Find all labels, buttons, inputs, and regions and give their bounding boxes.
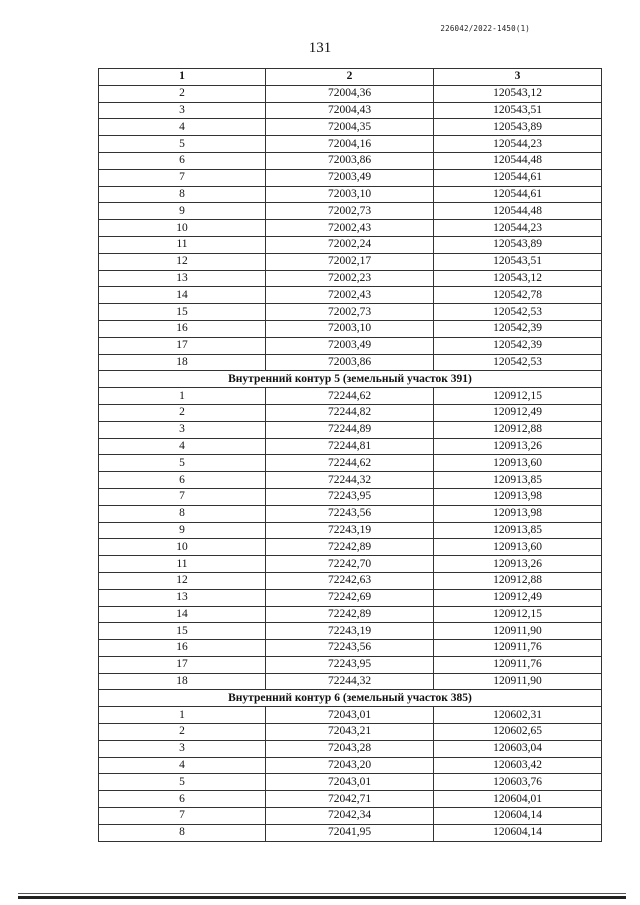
- x-coordinate-cell: 72244,82: [266, 404, 434, 421]
- y-coordinate-cell: 120911,76: [434, 640, 602, 657]
- table-row: [99, 740, 602, 757]
- point-number-cell: 5: [99, 774, 266, 791]
- table-row: [99, 270, 602, 287]
- point-number-cell: 11: [99, 556, 266, 573]
- point-number-cell: 12: [99, 572, 266, 589]
- point-number-cell: 8: [99, 824, 266, 841]
- table-row: [99, 354, 602, 371]
- point-number-cell: 3: [99, 740, 266, 757]
- x-coordinate-cell: 72041,95: [266, 824, 434, 841]
- section-header-row: [99, 371, 602, 388]
- point-number-cell: 7: [99, 808, 266, 825]
- y-coordinate-cell: 120603,04: [434, 740, 602, 757]
- y-coordinate-cell: 120913,85: [434, 522, 602, 539]
- x-coordinate-cell: 72243,56: [266, 505, 434, 522]
- x-coordinate-cell: 72003,49: [266, 169, 434, 186]
- y-coordinate-cell: 120543,12: [434, 270, 602, 287]
- table-row: [99, 337, 602, 354]
- y-coordinate-cell: 120543,89: [434, 236, 602, 253]
- point-number-cell: 10: [99, 539, 266, 556]
- point-number-cell: 4: [99, 757, 266, 774]
- point-number-cell: 17: [99, 656, 266, 673]
- y-coordinate-cell: 120913,98: [434, 488, 602, 505]
- point-number-cell: 15: [99, 623, 266, 640]
- y-coordinate-cell: 120913,85: [434, 472, 602, 489]
- point-number-cell: 2: [99, 404, 266, 421]
- x-coordinate-cell: 72002,17: [266, 253, 434, 270]
- point-number-cell: 5: [99, 136, 266, 153]
- x-coordinate-cell: 72243,19: [266, 522, 434, 539]
- y-coordinate-cell: 120603,42: [434, 757, 602, 774]
- table-row: [99, 388, 602, 405]
- point-number-cell: 3: [99, 102, 266, 119]
- x-coordinate-cell: 72043,01: [266, 707, 434, 724]
- x-coordinate-cell: 72003,86: [266, 354, 434, 371]
- x-coordinate-cell: 72042,34: [266, 808, 434, 825]
- table-row: [99, 673, 602, 690]
- y-coordinate-cell: 120544,48: [434, 152, 602, 169]
- section-title: Внутренний контур 5 (земельный участок 391): [99, 371, 602, 388]
- table-row: [99, 85, 602, 102]
- table-row: [99, 186, 602, 203]
- point-number-cell: 3: [99, 421, 266, 438]
- y-coordinate-cell: 120543,51: [434, 253, 602, 270]
- x-coordinate-cell: 72244,32: [266, 472, 434, 489]
- x-coordinate-cell: 72002,23: [266, 270, 434, 287]
- point-number-cell: 1: [99, 707, 266, 724]
- y-coordinate-cell: 120912,88: [434, 572, 602, 589]
- table-row: [99, 203, 602, 220]
- point-number-cell: 13: [99, 270, 266, 287]
- y-coordinate-cell: 120542,53: [434, 354, 602, 371]
- table-row: [99, 102, 602, 119]
- table-row: [99, 136, 602, 153]
- table-row: [99, 556, 602, 573]
- point-number-cell: 8: [99, 505, 266, 522]
- x-coordinate-cell: 72003,10: [266, 320, 434, 337]
- table-row: [99, 438, 602, 455]
- y-coordinate-cell: 120912,15: [434, 388, 602, 405]
- point-number-cell: 16: [99, 640, 266, 657]
- page-number: 131: [308, 40, 332, 56]
- table-row: [99, 824, 602, 841]
- y-coordinate-cell: 120543,51: [434, 102, 602, 119]
- table-header-row: [99, 69, 602, 86]
- point-number-cell: 4: [99, 438, 266, 455]
- x-coordinate-cell: 72244,62: [266, 388, 434, 405]
- table-row: [99, 421, 602, 438]
- table-row: [99, 287, 602, 304]
- x-coordinate-cell: 72242,70: [266, 556, 434, 573]
- point-number-cell: 1: [99, 388, 266, 405]
- section-title: Внутренний контур 6 (земельный участок 385): [99, 690, 602, 707]
- x-coordinate-cell: 72002,73: [266, 304, 434, 321]
- point-number-cell: 6: [99, 472, 266, 489]
- x-coordinate-cell: 72043,20: [266, 757, 434, 774]
- x-coordinate-cell: 72244,62: [266, 455, 434, 472]
- table-row: [99, 623, 602, 640]
- x-coordinate-cell: 72002,43: [266, 220, 434, 237]
- point-number-cell: 17: [99, 337, 266, 354]
- y-coordinate-cell: 120542,39: [434, 320, 602, 337]
- point-number-cell: 2: [99, 724, 266, 741]
- point-number-cell: 2: [99, 85, 266, 102]
- footer-rule-thin: [18, 893, 626, 894]
- table-row: [99, 472, 602, 489]
- table-row: [99, 220, 602, 237]
- x-coordinate-cell: 72243,95: [266, 656, 434, 673]
- x-coordinate-cell: 72043,28: [266, 740, 434, 757]
- section-header-row: [99, 690, 602, 707]
- point-number-cell: 7: [99, 488, 266, 505]
- column-header: 1: [99, 69, 266, 86]
- y-coordinate-cell: 120912,49: [434, 404, 602, 421]
- x-coordinate-cell: 72002,43: [266, 287, 434, 304]
- x-coordinate-cell: 72243,56: [266, 640, 434, 657]
- x-coordinate-cell: 72003,86: [266, 152, 434, 169]
- table-row: [99, 488, 602, 505]
- footer-rule: [18, 896, 626, 899]
- y-coordinate-cell: 120913,60: [434, 455, 602, 472]
- x-coordinate-cell: 72004,16: [266, 136, 434, 153]
- y-coordinate-cell: 120602,65: [434, 724, 602, 741]
- table-row: [99, 656, 602, 673]
- y-coordinate-cell: 120911,90: [434, 673, 602, 690]
- x-coordinate-cell: 72242,69: [266, 589, 434, 606]
- y-coordinate-cell: 120912,49: [434, 589, 602, 606]
- point-number-cell: 18: [99, 673, 266, 690]
- point-number-cell: 11: [99, 236, 266, 253]
- x-coordinate-cell: 72003,10: [266, 186, 434, 203]
- y-coordinate-cell: 120913,26: [434, 438, 602, 455]
- x-coordinate-cell: 72042,71: [266, 791, 434, 808]
- table-row: [99, 152, 602, 169]
- table-row: [99, 404, 602, 421]
- table-row: [99, 505, 602, 522]
- y-coordinate-cell: 120542,39: [434, 337, 602, 354]
- table-row: [99, 522, 602, 539]
- point-number-cell: 14: [99, 606, 266, 623]
- y-coordinate-cell: 120913,60: [434, 539, 602, 556]
- point-number-cell: 12: [99, 253, 266, 270]
- point-number-cell: 13: [99, 589, 266, 606]
- x-coordinate-cell: 72002,24: [266, 236, 434, 253]
- y-coordinate-cell: 120544,23: [434, 136, 602, 153]
- y-coordinate-cell: 120544,61: [434, 186, 602, 203]
- x-coordinate-cell: 72244,89: [266, 421, 434, 438]
- y-coordinate-cell: 120603,76: [434, 774, 602, 791]
- x-coordinate-cell: 72242,89: [266, 606, 434, 623]
- y-coordinate-cell: 120604,01: [434, 791, 602, 808]
- table-row: [99, 253, 602, 270]
- x-coordinate-cell: 72242,63: [266, 572, 434, 589]
- y-coordinate-cell: 120543,89: [434, 119, 602, 136]
- table-row: [99, 606, 602, 623]
- x-coordinate-cell: 72242,89: [266, 539, 434, 556]
- point-number-cell: 15: [99, 304, 266, 321]
- table-row: [99, 455, 602, 472]
- x-coordinate-cell: 72003,49: [266, 337, 434, 354]
- table-row: [99, 320, 602, 337]
- document-id: 226042/2022-1450(1): [440, 24, 530, 33]
- x-coordinate-cell: 72244,81: [266, 438, 434, 455]
- point-number-cell: 5: [99, 455, 266, 472]
- y-coordinate-cell: 120912,15: [434, 606, 602, 623]
- y-coordinate-cell: 120542,53: [434, 304, 602, 321]
- x-coordinate-cell: 72244,32: [266, 673, 434, 690]
- y-coordinate-cell: 120544,61: [434, 169, 602, 186]
- y-coordinate-cell: 120604,14: [434, 808, 602, 825]
- x-coordinate-cell: 72004,36: [266, 85, 434, 102]
- table-row: [99, 640, 602, 657]
- y-coordinate-cell: 120544,23: [434, 220, 602, 237]
- point-number-cell: 10: [99, 220, 266, 237]
- table-row: [99, 236, 602, 253]
- point-number-cell: 4: [99, 119, 266, 136]
- point-number-cell: 7: [99, 169, 266, 186]
- x-coordinate-cell: 72002,73: [266, 203, 434, 220]
- point-number-cell: 9: [99, 203, 266, 220]
- table-row: [99, 589, 602, 606]
- table-row: [99, 169, 602, 186]
- point-number-cell: 9: [99, 522, 266, 539]
- table-row: [99, 539, 602, 556]
- y-coordinate-cell: 120913,26: [434, 556, 602, 573]
- table-row: [99, 774, 602, 791]
- y-coordinate-cell: 120604,14: [434, 824, 602, 841]
- y-coordinate-cell: 120602,31: [434, 707, 602, 724]
- point-number-cell: 16: [99, 320, 266, 337]
- table-row: [99, 304, 602, 321]
- point-number-cell: 14: [99, 287, 266, 304]
- y-coordinate-cell: 120911,76: [434, 656, 602, 673]
- y-coordinate-cell: 120543,12: [434, 85, 602, 102]
- y-coordinate-cell: 120911,90: [434, 623, 602, 640]
- y-coordinate-cell: 120542,78: [434, 287, 602, 304]
- x-coordinate-cell: 72004,35: [266, 119, 434, 136]
- y-coordinate-cell: 120913,98: [434, 505, 602, 522]
- table-body: [99, 85, 602, 841]
- table-row: [99, 119, 602, 136]
- column-header: 2: [266, 69, 434, 86]
- point-number-cell: 6: [99, 152, 266, 169]
- x-coordinate-cell: 72004,43: [266, 102, 434, 119]
- y-coordinate-cell: 120544,48: [434, 203, 602, 220]
- x-coordinate-cell: 72043,01: [266, 774, 434, 791]
- x-coordinate-cell: 72043,21: [266, 724, 434, 741]
- y-coordinate-cell: 120912,88: [434, 421, 602, 438]
- x-coordinate-cell: 72243,19: [266, 623, 434, 640]
- column-header: 3: [434, 69, 602, 86]
- table-row: [99, 808, 602, 825]
- table-row: [99, 707, 602, 724]
- table-row: [99, 791, 602, 808]
- table-row: [99, 724, 602, 741]
- table-row: [99, 757, 602, 774]
- point-number-cell: 18: [99, 354, 266, 371]
- x-coordinate-cell: 72243,95: [266, 488, 434, 505]
- table-row: [99, 572, 602, 589]
- coordinates-table: [98, 68, 602, 842]
- point-number-cell: 8: [99, 186, 266, 203]
- point-number-cell: 6: [99, 791, 266, 808]
